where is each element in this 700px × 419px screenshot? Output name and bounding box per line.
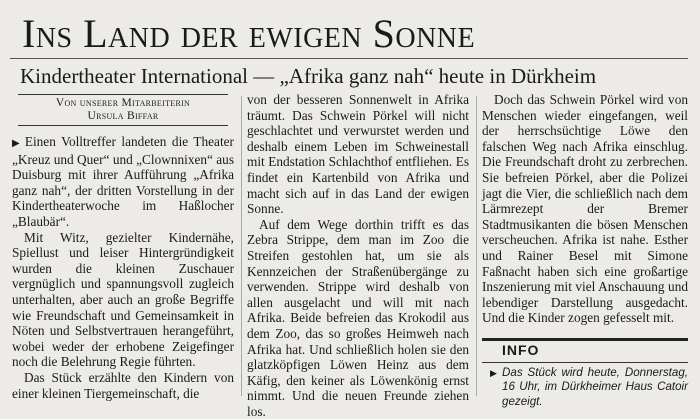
info-box [482, 338, 688, 409]
info-text: Das Stück wird heute, Donnerstag, 16 Uhr, im Dürkheimer Haus Catoir gezeigt. [502, 365, 688, 408]
paragraph-text: Einen Volltreffer landeten die Theater „Kreuz und Quer“ und „Clownnixen“ aus Duisburg mit ihrer Aufführung „Afrika ganz nah“, der dritten Vorstellung in der Kindertheaterwoche im Haßlocher „Blaubär“. [12, 134, 234, 229]
article-column-1 [12, 92, 234, 401]
paragraph: Das Stück erzählte den Kindern von einer kleinen Tiergemeinschaft, die [12, 369, 234, 401]
subheadline: Kindertheater International — „Afrika ganz nah“ heute in Dürkheim [20, 64, 597, 88]
byline-line-1: Von unserer Mitarbeiterin [55, 97, 191, 109]
info-text-block [482, 366, 688, 410]
info-rule-thick [482, 338, 688, 341]
byline [12, 97, 234, 122]
info-title: INFO [502, 341, 540, 358]
triangle-right-icon: ▶ [12, 138, 22, 149]
byline-rule-bottom [18, 125, 228, 126]
info-rule-thin [482, 362, 688, 363]
paragraph [12, 134, 234, 230]
byline-rule-top [18, 94, 228, 95]
paragraph: Doch das Schwein Pörkel wird von Menschen wieder eingefangen, weil der herrschsüchtige Löwe den falschen Weg nach Afrika einschlug. Die Freundschaft droht zu zerbrechen. Sie befreien Pörkel, aber die Polizei jagt die Vier, die schließlich nach dem Lärmrezept der Bremer Stadtmusikanten die bösen Menschen verscheuchen. Afrika ist nahe. Esther und Rainer Besel mit Simone Faßnacht haben sich eine großartige Inszenierung mit viel Anschauung und lebendiger Darstellung ausgedacht. Und die Kinder zogen gefesselt mit. [482, 92, 688, 326]
paragraph: Auf dem Wege dorthin trifft es das Zebra Strippe, dem man im Zoo die Streifen gestohlen hat, um sie als Kennzeichen der Straßenübergänge zu verwenden. Strippe wird deshalb von allen ausgelacht und will mit nach Afrika. Beide befreien das Krokodil aus dem Zoo, das so großes Heimweh nach Afrika hat. Und schließlich holen sie den glatzköpfigen Löwen Heinz aus dem Käfig, den keiner als Löwenkönig ernst nimmt. Und die neuen Freunde ziehen los. [247, 216, 469, 419]
headline-rule [10, 58, 688, 59]
article-column-2 [247, 92, 469, 419]
paragraph: Mit Witz, gezielter Kindernähe, Spiellust und leiser Hintergründigkeit wurden die kleinen Zuschauer vergnüglich und spannungsvoll zugleich unterhalten, aber auch an große Begriffe wie Freundschaft und Gemeinsamkeit in Nöten und Selbstvertrauen herangeführt, wobei weder der erhobene Zeigefinger noch die Belehrung Regie führten. [12, 229, 234, 370]
headline: Ins Land der ewigen Sonne [22, 11, 476, 56]
paragraph: von der besseren Sonnenwelt in Afrika träumt. Das Schwein Pörkel will nicht geschlachtet und verwurstet werden und deshalb einem Leben im Schweinestall mit Endstation Schlachthof entfliehen. Es findet ein Kartenbild von Afrika und macht sich auf in das Land der ewigen Sonne. [247, 92, 469, 217]
article-column-3 [482, 92, 688, 409]
triangle-right-icon: ▶ [490, 367, 497, 378]
column-divider [476, 96, 477, 396]
column-divider [241, 96, 242, 396]
byline-line-2: Ursula Biffar [87, 109, 159, 122]
